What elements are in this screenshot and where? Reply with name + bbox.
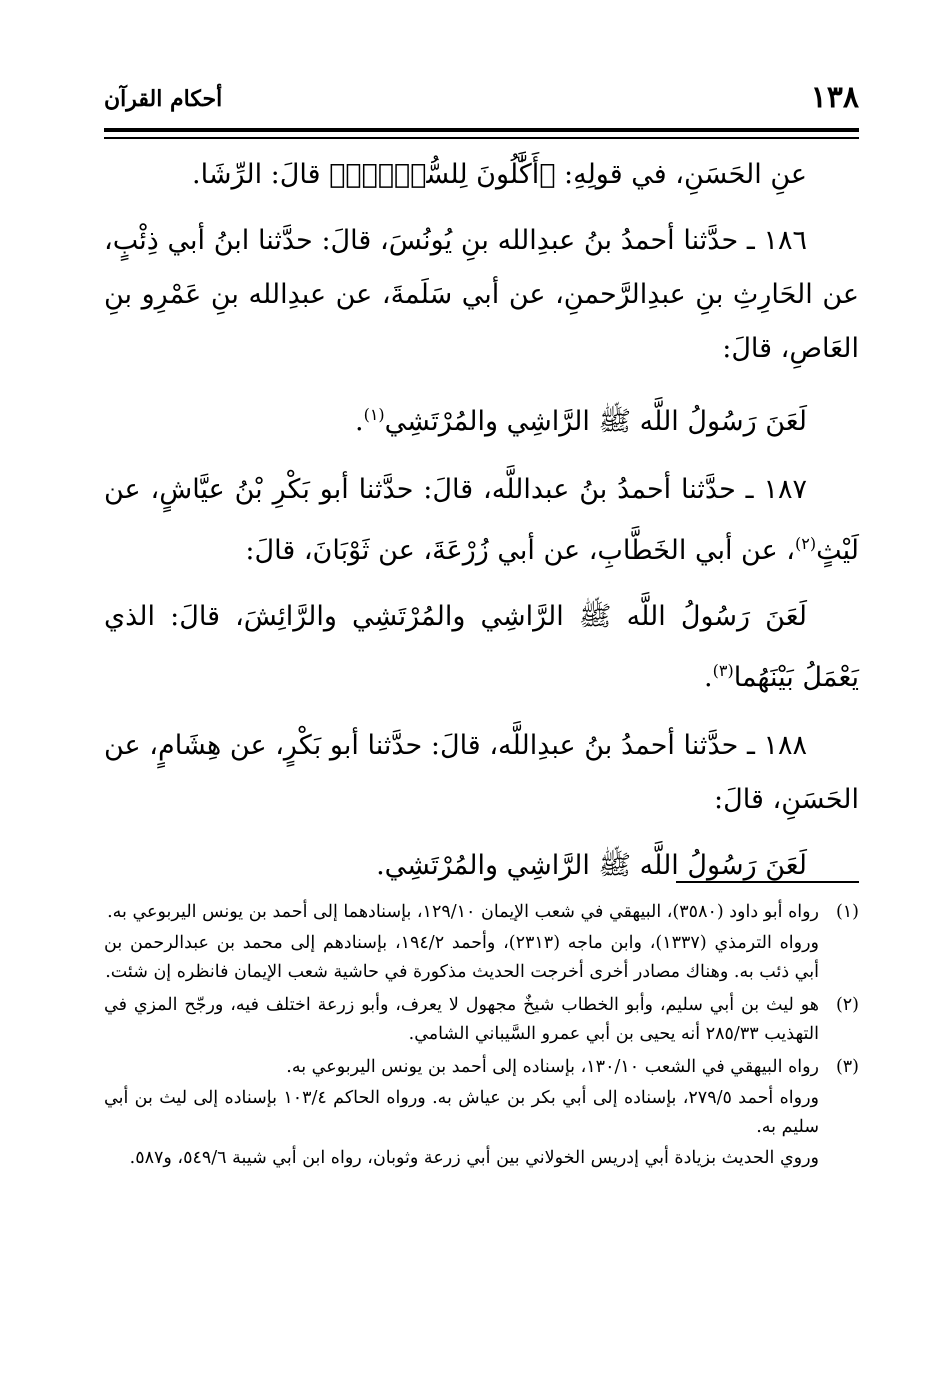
footnote-ref-1: (١) bbox=[363, 405, 385, 424]
footnote-separator bbox=[676, 881, 859, 883]
hadith-186: لَعَنَ رَسُولُ اللَّه ﷺ الرَّاشِي والمُرْتَشِي$^{(١)}$. bbox=[354, 405, 807, 437]
footnote-1 bbox=[104, 898, 859, 989]
footnote-3 bbox=[104, 1053, 859, 1175]
footnote-body bbox=[104, 1053, 819, 1175]
footnote-body bbox=[104, 991, 819, 1051]
footnote-paragraph: ورواه الترمذي (١٣٣٧)، وابن ماجه (٢٣١٣)، وأحمد ١٩٤/٢، بإسنادهم إلى محمد بن عبدالرحمن بن أبي ذئب به. وهناك مصادر أخرى أخرجت الحديث مذكورة في حاشية شعب الإيمان فانظره إن شئت. bbox=[104, 933, 819, 982]
running-title: أحكام القرآن bbox=[104, 86, 223, 112]
paragraph-187-text-b: ، عن أبي الخَطَّابِ، عن أبي زُرْعَةَ، عن ثَوْبَانَ، قالَ: bbox=[245, 535, 796, 566]
footnote-ref-2: (٢) bbox=[795, 534, 817, 553]
hadith-187-text: لَعَنَ رَسُولُ اللَّه ﷺ الرَّاشِي والمُرْتَشِي والرَّائِشَ، قالَ: الذي يَعْمَلُ بَيْنَهُما bbox=[104, 601, 859, 693]
hadith-187: لَعَنَ رَسُولُ اللَّه ﷺ الرَّاشِي والمُرْتَشِي والرَّائِشَ، قالَ: الذي يَعْمَلُ بَيْنَهُما$^{(٣)}$. bbox=[104, 601, 859, 693]
hadith-188: لَعَنَ رَسُولُ اللَّه ﷺ الرَّاشِي والمُرْتَشِي. bbox=[376, 850, 807, 881]
hadith-186-text: لَعَنَ رَسُولُ اللَّه ﷺ الرَّاشِي والمُرْتَشِي bbox=[384, 406, 807, 437]
footnote-number: (١) bbox=[835, 902, 859, 922]
footnote-number: (٢) bbox=[835, 995, 859, 1015]
paragraph-186: ١٨٦ ـ حدَّثنا أحمدُ بنُ عبدِالله بنِ يُونُسَ، قالَ: حدَّثنا ابنُ أبي ذِئْبٍ، عن الحَارِثِ بنِ عبدِالرَّحمنِ، عن أبي سَلَمةَ، عن عبدِالله بنِ عَمْرِو بنِ العَاصِ، قالَ: bbox=[104, 225, 859, 364]
footnote-paragraph: رواه البيهقي في الشعب ١٣٠/١٠، بإسناده إلى أحمد بن يونس اليربوعي به. bbox=[286, 1057, 819, 1077]
footnote-body bbox=[104, 898, 819, 989]
header-rule-thin bbox=[104, 137, 859, 139]
footnote-paragraph: هو ليث بن أبي سليم، وأبو الخطاب شيخٌ مجهول لا يعرف، وأبو زرعة اختلف فيه، ورجّح المزي في التهذيب ٢٨٥/٣٣ أنه يحيى بن أبي عمرو السَّيباني الشامي. bbox=[104, 995, 819, 1044]
footnote-paragraph: رواه أبو داود (٣٥٨٠)، البيهقي في شعب الإيمان ١٢٩/١٠، بإسنادهما إلى أحمد بن يونس اليربوعي به. bbox=[107, 902, 819, 922]
intro-line: عنِ الحَسَنِ، في قولِهِ: ﴿أَكَّٰلُونَ لِلسُّحۡتِۚ﴾ قالَ: الرِّشَا. bbox=[192, 159, 807, 190]
main-text bbox=[104, 148, 859, 905]
header-rule-thick bbox=[104, 128, 859, 132]
page-header bbox=[104, 78, 859, 118]
footnote-paragraph: ورواه أحمد ٢٧٩/٥، بإسناده إلى أبي بكر بن عياش به. ورواه الحاكم ١٠٣/٤ بإسناده إلى ليث بن أبي سليم به. bbox=[104, 1088, 819, 1137]
page-number: ١٣٨ bbox=[810, 80, 859, 115]
paragraph-188: ١٨٨ ـ حدَّثنا أحمدُ بنُ عبدِاللَّه، قالَ: حدَّثنا أبو بَكْرٍ، عن هِشَامٍ، عن الحَسَنِ، قالَ: bbox=[104, 730, 859, 815]
paragraph-187-text-a: ١٨٧ ـ حدَّثنا أحمدُ بنُ عبداللَّه، قالَ: حدَّثنا أبو بَكْرِ بْنُ عيَّاشٍ، عن لَيْثٍ bbox=[104, 474, 859, 566]
paragraph-187 bbox=[104, 463, 859, 578]
footnote-number: (٣) bbox=[835, 1057, 859, 1077]
footnotes bbox=[104, 898, 859, 1177]
footnote-2 bbox=[104, 991, 859, 1051]
footnote-ref-3: (٣) bbox=[712, 661, 734, 680]
footnote-paragraph: وروي الحديث بزيادة أبي إدريس الخولاني بين أبي زرعة وثوبان، رواه ابن أبي شيبة ٥٤٩/٦، و٥٨٧. bbox=[129, 1148, 819, 1168]
